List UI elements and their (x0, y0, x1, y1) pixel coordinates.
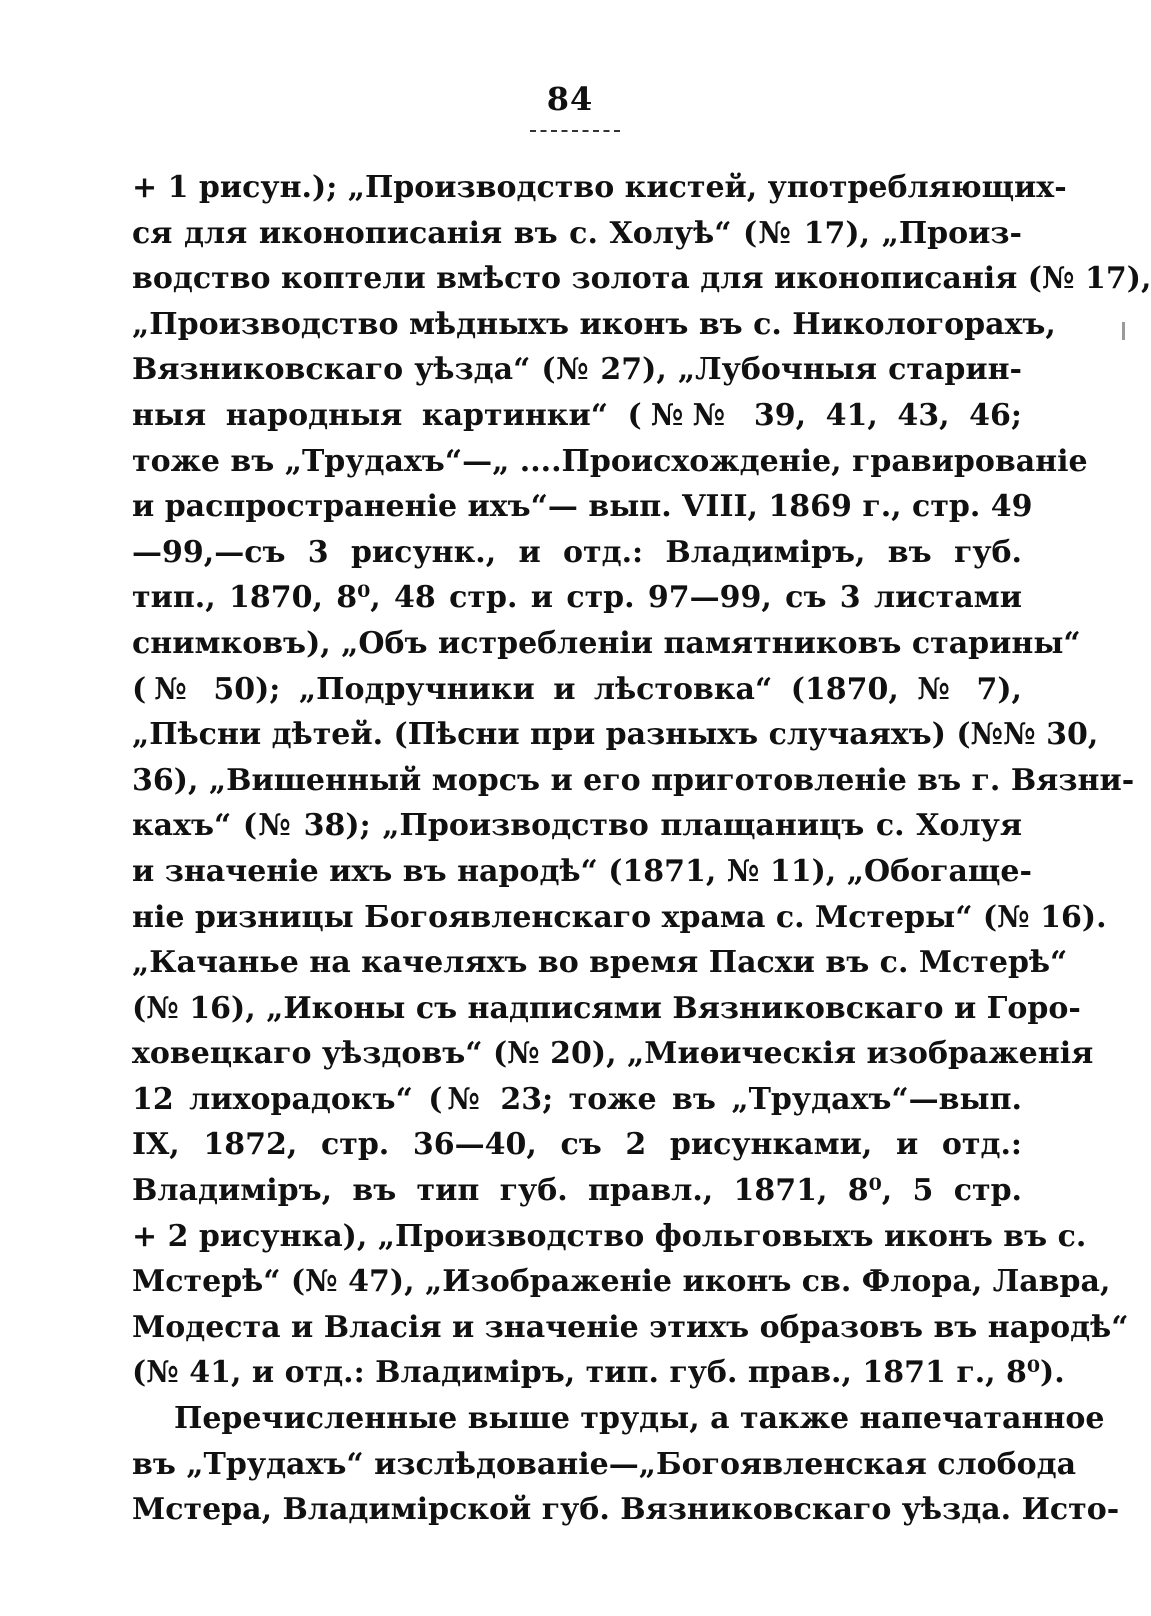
text-line: ся для иконописанія въ с. Холуѣ“ (№ 17), „Произ- (132, 215, 1022, 251)
scan-speck (1122, 322, 1125, 340)
text-line: Владиміръ, въ тип губ. правл., 1871, 8⁰, 5 стр. (132, 1173, 1022, 1209)
text-line: —99,—съ 3 рисунк., и отд.: Владиміръ, въ губ. (132, 534, 1022, 570)
text-line: (№ 16), „Иконы съ надписями Вязниковскаго и Горо- (132, 990, 1081, 1026)
page-number: 84 (546, 80, 594, 118)
text-line: + 1 рисун.); „Производство кистей, употребляющих- (132, 170, 1067, 205)
text-line: и распространеніе ихъ“— вып. VIII, 1869 г., стр. 49 (132, 489, 1033, 525)
text-line: (№ 41, и отд.: Владиміръ, тип. губ. прав., 1871 г., 8⁰). (132, 1355, 1065, 1391)
text-line: 36), „Вишенный морсъ и его приготовленіе въ г. Вязни- (132, 762, 1135, 798)
text-line: Вязниковскаго уѣзда“ (№ 27), „Лубочныя старин- (132, 352, 1022, 388)
paragraph-1 (132, 165, 1151, 1396)
text-line: 12 лихорадокъ“ (№ 23; тоже въ „Трудахъ“—вып. (132, 1081, 1022, 1117)
text-line: Перечисленные выше труды, а также напечатанное (174, 1401, 1105, 1437)
text-line: кахъ“ (№ 38); „Производство плащаницъ с. Холуя (132, 808, 1022, 844)
page-number-rule (530, 130, 620, 132)
text-line: и значеніе ихъ въ народѣ“ (1871, № 11), „Обогаще- (132, 853, 1032, 889)
text-line: ховецкаго уѣздовъ“ (№ 20), „Миѳическія изображенія (132, 1036, 1094, 1072)
text-line: тоже въ „Трудахъ“—„ ....Происхожденіе, гравированіе (132, 443, 1088, 479)
text-line: въ „Трудахъ“ изслѣдованіе—„Богоявленская слобода (132, 1446, 1077, 1482)
text-line: ныя народныя картинки“ (№№ 39, 41, 43, 46; (132, 397, 1022, 433)
text-line: IX, 1872, стр. 36—40, съ 2 рисунками, и отд.: (132, 1127, 1022, 1163)
text-line: „Качанье на качеляхъ во время Пасхи въ с. Мстерѣ“ (132, 945, 1068, 981)
text-line: „Производство мѣдныхъ иконъ въ с. Никологорахъ, (132, 306, 1056, 342)
text-line: Модеста и Власія и значеніе этихъ образовъ въ народѣ“ (132, 1309, 1129, 1345)
text-line: + 2 рисунка), „Производство фольговыхъ иконъ въ с. (132, 1218, 1087, 1254)
text-line: (№ 50); „Подручники и лѣстовка“ (1870, № 7), (132, 671, 1022, 707)
paragraph-2 (132, 1396, 1120, 1533)
text-line: Мстера, Владимірской губ. Вязниковскаго уѣзда. Исто- (132, 1492, 1120, 1528)
text-line: Мстерѣ“ (№ 47), „Изображеніе иконъ св. Флора, Лавра, (132, 1264, 1111, 1300)
text-line: ніе ризницы Богоявленскаго храма с. Мстеры“ (№ 16). (132, 899, 1107, 935)
text-line: снимковъ), „Объ истребленіи памятниковъ старины“ (132, 625, 1081, 661)
text-line: тип., 1870, 8⁰, 48 стр. и стр. 97—99, съ 3 листами (132, 580, 1022, 616)
body-text (132, 165, 1151, 1533)
text-line: „Пѣсни дѣтей. (Пѣсни при разныхъ случаяхъ) (№№ 30, (132, 717, 1099, 753)
text-line: водство коптели вмѣсто золота для иконописанія (№ 17), (132, 261, 1151, 297)
